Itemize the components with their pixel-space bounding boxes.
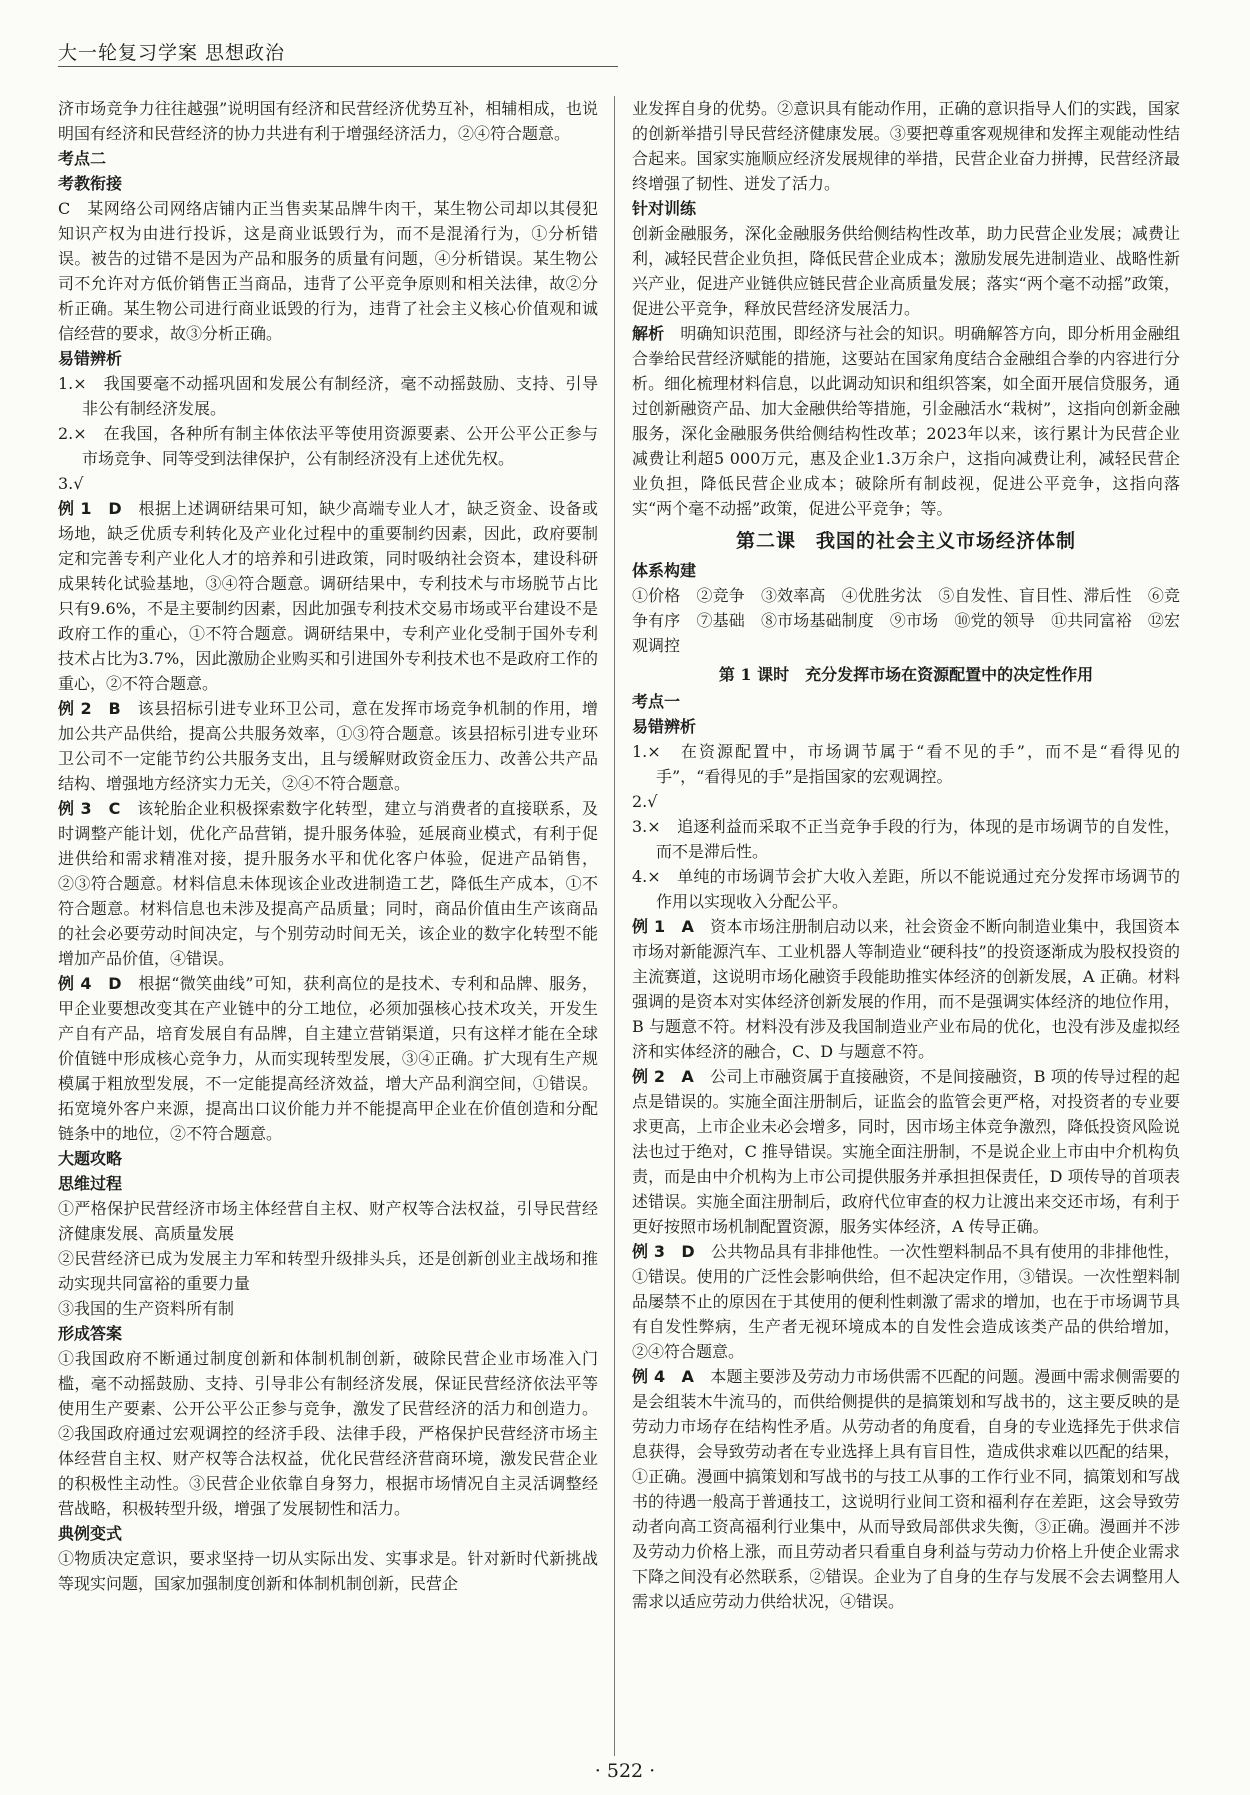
right-error-item-1: 1.× 在资源配置中，市场调节属于“看不见的手”，而不是“看得见的手”，“看得见的手”是指国家的宏观调控。 (632, 742, 1180, 786)
right-example-3 (632, 1239, 1180, 1364)
example-4 (58, 971, 598, 1146)
example-2 (58, 696, 598, 796)
continued-paragraph: 业发挥自身的优势。②意识具有能动作用，正确的意识指导人们的实践，国家的创新举措引导民营经济健康发展。③要把尊重客观规律和发挥主观能动性结合起来。国家实施顺应经济发展规律的举措，民营企业奋力拼搏，民营经济最终增强了韧性、迸发了活力。 (632, 99, 1180, 193)
example-4-text: 根据“微笑曲线”可知，获利高位的是技术、专利和品牌、服务，甲企业要想改变其在产业链中的分工地位，必须加强核心技术攻关，开发生产自有产品，培育发展自有品牌，自主建立营销渠道，只有这样才能在全球价值链中形成核心竞争力，从而实现转型发展，③④正确。扩大现有生产规模属于粗放型发展，不一定能提高经济效益，增大产品利润空间，①错误。拓宽境外客户来源，提高出口议价能力并不能提高甲企业在价值创造和分配链条中的地位，②不符合题意。 (58, 974, 598, 1143)
example-4-label: 例 4 D (58, 974, 122, 993)
example-2-text: 该县招标引进专业环卫公司，意在发挥市场竞争机制的作用，增加公共产品供给，提高公共服务效率，①③符合题意。该县招标引进专业环卫公司不一定能节约公共服务支出，且与缓解财政资金压力、改善公共产品结构、增强地方经济实力无关，②④不符合题意。 (58, 699, 598, 793)
example-3-text: 该轮胎企业积极探索数字化转型，建立与消费者的直接联系，及时调整产能计划，优化产品营销，提升服务体验，延展商业模式，有利于促进供给和需求精准对接，提升服务水平和优化客户体验，促进产品销售，②③符合题意。材料信息未体现该企业改进制造工艺，降低生产成本，①不符合题意。材料信息也未涉及提高产品质量；同时，商品价值由生产该商品的社会必要劳动时间决定，与个别劳动时间无关，该企业的数字化转型不能增加产品价值，④错误。 (58, 799, 598, 968)
right-example-3-text: 公共物品具有非排他性。一次性塑料制品不具有使用的非排他性，①错误。使用的广泛性会影响供给，但不起决定作用，③错误。一次性塑料制品屡禁不止的原因在于其使用的便利性刺激了需求的增加，也在于市场调节具有自发性弊病，生产者无视环境成本的自发性会造成该类产品的供给增加，②④符合题意。 (632, 1242, 1180, 1361)
subheading-xingcheng: 形成答案 (58, 1324, 123, 1343)
intro-paragraph: 济市场竞争力往往越强”说明国有经济和民营经济优势互补，相辅相成，也说明国有经济和民营经济的协力共进有利于增强经济活力，②④符合题意。 (58, 99, 598, 143)
right-example-4-label: 例 4 A (632, 1367, 694, 1386)
training-answer: 创新金融服务，深化金融服务供给侧结构性改革，助力民营企业发展；减费让利，减轻民营企业负担，降低民营企业成本；激励发展先进制造业、战略性新兴产业，促进产业链供应链民营企业高质量发展；落实“两个毫不动摇”政策，促进公平竞争，释放民营经济发展活力。 (632, 224, 1180, 318)
example-1-text: 根据上述调研结果可知，缺少高端专业人才，缺乏资金、设备或场地，缺乏优质专利转化及产业化过程中的重要制约因素，因此，政府要制定和完善专利产业化人才的培养和引进政策，同时吸纳社会资本，建设科研成果转化试验基地，③④符合题意。调研结果中，专利技术与市场脱节占比只有9.6%，不是主要制约因素，因此加强专利技术交易市场或平台建设不是政府工作的重心，①不符合题意。调研结果中，专利产业化受制于国外专利技术占比为3.7%，因此激励企业购买和引进国外专利技术也不是政府工作的重心，②不符合题意。 (58, 499, 598, 693)
analysis (632, 321, 1180, 521)
analysis-label: 解析 (632, 324, 665, 343)
error-item-2: 2.× 在我国，各种所有制主体依法平等使用资源要素、公开公平公正参与市场竞争、同等受到法律保护，公有制经济没有上述优先权。 (58, 424, 598, 468)
right-example-4-text: 本题主要涉及劳动力市场供需不匹配的问题。漫画中需求侧需要的是会组装木牛流马的，而供给侧提供的是搞策划和写战书的，这主要反映的是劳动力市场存在结构性矛盾。从劳动者的角度看，自身的专业选择先于供求信息获得，会导致劳动者在专业选择上具有盲目性，造成供求难以匹配的结果，①正确。漫画中搞策划和写战书的与技工从事的工作行业不同，搞策划和写战书的待遇一般高于普通技工，这说明行业间工资和福利存在差距，这会导致劳动者向高工资高福利行业集中，从而导致局部供求失衡，③正确。漫画并不涉及劳动力价格上涨，而且劳动者只看重自身利益与劳动力价格上升使企业需求下降之间没有必然联系，②错误。企业为了自身的生存与发展不会去调整用人需求以适应劳动力供给状况，④错误。 (632, 1367, 1180, 1611)
section-heading-kaodian1: 考点一 (632, 692, 681, 711)
page-number: · 522 · (594, 1760, 656, 1782)
right-column (632, 96, 1180, 1756)
right-example-4 (632, 1364, 1180, 1614)
subheading-yicuo: 易错辨析 (58, 349, 123, 368)
right-example-1-label: 例 1 A (632, 917, 694, 936)
formed-answer: ①我国政府不断通过制度创新和体制机制创新，破除民营企业市场准入门槛，毫不动摇鼓励、支持、引导非公有制经济发展，保证民营经济依法平等使用生产要素、公开公平公正参与竞争，激发了民营经济的活力和创造力。②我国政府通过宏观调控的经济手段、法律手段，严格保护民营经济市场主体经营自主权、财产权等合法权益，优化民营经济营商环境，激发民营企业的积极性主动性。③民营企业依靠自身努力，根据市场情况自主灵活调整经营战略，积极转型升级，增强了发展韧性和活力。 (58, 1349, 598, 1518)
subheading-yicuo-right: 易错辨析 (632, 717, 697, 736)
thinking-step-2: ②民营经济已成为发展主力军和转型升级排头兵，还是创新创业主战场和推动实现共同富裕的重要力量 (58, 1249, 598, 1293)
subheading-kaojiao: 考教衔接 (58, 174, 123, 193)
right-example-2-label: 例 2 A (632, 1067, 694, 1086)
error-item-3: 3.√ (58, 474, 84, 493)
right-example-1-text: 资本市场注册制启动以来，社会资金不断向制造业集中，我国资本市场对新能源汽车、工业机器人等制造业“硬科技”的投资逐渐成为股权投资的主流赛道，这说明市场化融资手段能助推实体经济的创新发展，A 正确。材料强调的是资本对实体经济创新发展的作用，而不是强调实体经济的地位作用，B 与题意不符。材料没有涉及我国制造业产业布局的优化，也没有涉及虚拟经济和实体经济的融合，C、D 与题意不符。 (632, 917, 1180, 1061)
system-answers: ①价格 ②竞争 ③效率高 ④优胜劣汰 ⑤自发性、盲目性、滞后性 ⑥竞争有序 ⑦基础 ⑧市场基础制度 ⑨市场 ⑩党的领导 ⑪共同富裕 ⑫宏观调控 (632, 586, 1180, 655)
example-1 (58, 496, 598, 696)
right-error-item-2: 2.√ (632, 792, 658, 811)
thinking-step-1: ①严格保护民营经济市场主体经营自主权、财产权等合法权益，引导民营经济健康发展、高质量发展 (58, 1199, 598, 1243)
analysis-text: 明确知识范围，即经济与社会的知识。明确解答方向，即分析用金融组合拳给民营经济赋能的措施，这要站在国家角度结合金融组合拳的内容进行分析。细化梳理材料信息，以此调动知识和组织答案，如全面开展信贷服务，通过创新融资产品、加大金融供给等措施，引金融活水“栽树”，这指向创新金融服务，深化金融服务供给侧结构性改革；2023年以来，该行累计为民营企业减费让利超5 000万元，惠及企业1.3万余户，这指向减费让利，减轻民营企业负担，降低民营企业成本；破除所有制歧视，促进公平竞争，这指向落实“两个毫不动摇”政策，促进公平竞争；等。 (632, 324, 1180, 518)
subheading-siwei: 思维过程 (58, 1174, 123, 1193)
running-header: 大一轮复习学案 思想政治 (58, 42, 286, 64)
example-1-label: 例 1 D (58, 499, 122, 518)
chapter-title: 第二课 我国的社会主义市场经济体制 (735, 530, 1076, 552)
right-example-3-label: 例 3 D (632, 1242, 695, 1261)
header-rule (58, 66, 618, 67)
subheading-tixi: 体系构建 (632, 561, 697, 580)
example-3 (58, 796, 598, 971)
answer-c-paragraph: C 某网络公司网络店铺内正当售卖某品牌牛肉干，某生物公司却以其侵犯知识产权为由进行投诉，这是商业诋毁行为，而不是混淆行为，①分析错误。被告的过错不是因为产品和服务的质量有问题，④分析错误。某生物公司不允许对方低价销售正当商品，违背了公平竞争原则和相关法律，故②分析正确。某生物公司进行商业诋毁的行为，违背了社会主义核心价值观和诚信经营的要求，故③分析正确。 (58, 199, 598, 343)
right-example-1 (632, 914, 1180, 1064)
lesson-title: 第 1 课时 充分发挥市场在资源配置中的决定性作用 (718, 665, 1094, 684)
subheading-dianli: 典例变式 (58, 1524, 123, 1543)
section-heading-kaodian2: 考点二 (58, 149, 107, 168)
subheading-zhendui: 针对训练 (632, 199, 697, 218)
right-example-2-text: 公司上市融资属于直接融资，不是间接融资，B 项的传导过程的起点是错误的。实施全面注册制后，证监会的监管会更严格，对投资者的专业要求更高，上市企业未必会增多，同时，因市场主体竞争激烈，降低投资风险说法也过于绝对，C 推导错误。实施全面注册制，不是说企业上市由中介机构负责，而是由中介机构为上市公司提供服务并承担担保责任，D 项传导的首项表述错误。实施全面注册制后，政府代位审查的权力让渡出来交还市场，有利于更好按照市场机制配置资源，服务实体经济，A 传导正确。 (632, 1067, 1180, 1236)
right-error-item-4: 4.× 单纯的市场调节会扩大收入差距，所以不能说通过充分发挥市场调节的作用以实现收入分配公平。 (632, 867, 1180, 911)
right-example-2 (632, 1064, 1180, 1239)
example-3-label: 例 3 C (58, 799, 121, 818)
thinking-step-3: ③我国的生产资料所有制 (58, 1299, 235, 1318)
subheading-dati: 大题攻略 (58, 1149, 123, 1168)
right-error-item-3: 3.× 追逐利益而采取不正当竞争手段的行为，体现的是市场调节的自发性，而不是滞后性。 (632, 817, 1180, 861)
variant-answer: ①物质决定意识，要求坚持一切从实际出发、实事求是。针对新时代新挑战等现实问题，国家加强制度创新和体制机制创新，民营企 (58, 1549, 598, 1593)
error-item-1: 1.× 我国要毫不动摇巩固和发展公有制经济，毫不动摇鼓励、支持、引导非公有制经济发展。 (58, 374, 598, 418)
example-2-label: 例 2 B (58, 699, 121, 718)
left-column (58, 96, 598, 1756)
column-divider (614, 96, 615, 1756)
